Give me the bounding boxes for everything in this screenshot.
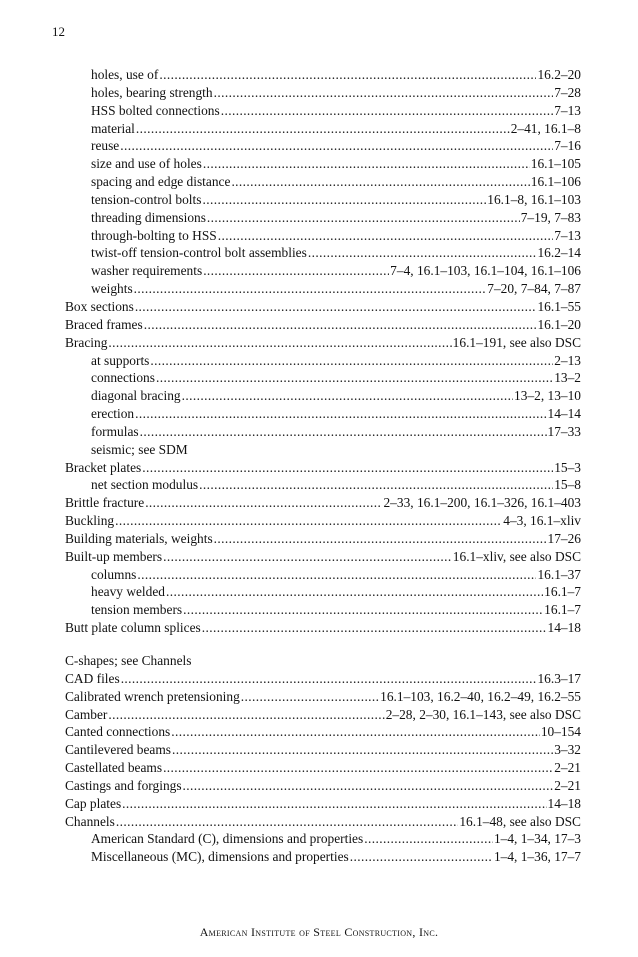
page-reference: 16.1–105 xyxy=(530,156,581,172)
index-term: seismic; see SDM xyxy=(91,441,188,457)
dot-leader xyxy=(364,830,493,848)
index-term: washer requirements xyxy=(91,263,203,279)
index-subentry xyxy=(65,244,581,262)
publisher-name: American Institute of Steel Construction, Inc. xyxy=(199,925,439,939)
page-reference: 14–14 xyxy=(547,406,581,422)
dot-leader xyxy=(163,759,553,777)
dot-leader xyxy=(221,102,554,120)
page-reference: 7–13 xyxy=(554,102,581,118)
index-term: Cap plates xyxy=(65,795,122,811)
page-reference: 15–3 xyxy=(554,459,581,475)
page-reference: 4–3, 16.1–xliv xyxy=(503,513,581,529)
index-subentry xyxy=(65,137,581,155)
index-entry xyxy=(65,777,581,795)
index-term: heavy welded xyxy=(91,584,165,600)
index-term: holes, bearing strength xyxy=(91,84,213,100)
index-term: diagonal bracing xyxy=(91,388,181,404)
dot-leader xyxy=(183,601,543,619)
dot-leader xyxy=(135,298,537,316)
index-term: erection xyxy=(91,406,135,422)
dot-leader xyxy=(108,706,384,724)
page-reference: 13–2 xyxy=(554,370,581,386)
dot-leader xyxy=(140,423,547,441)
dot-leader xyxy=(241,688,379,706)
dot-leader xyxy=(156,369,553,387)
dot-leader xyxy=(218,227,553,245)
dot-leader xyxy=(144,316,537,334)
index-subentry xyxy=(65,566,581,584)
page-reference: 2–33, 16.1–200, 16.1–326, 16.1–403 xyxy=(383,495,581,511)
dot-leader xyxy=(150,352,553,370)
index-subentry xyxy=(65,352,581,370)
page-reference: 16.1–103, 16.2–40, 16.2–49, 16.2–55 xyxy=(380,688,581,704)
index-term: Miscellaneous (MC), dimensions and properties xyxy=(91,849,349,865)
dot-leader xyxy=(214,530,547,548)
index-entry xyxy=(65,459,581,477)
dot-leader xyxy=(136,120,510,138)
index-term: American Standard (C), dimensions and properties xyxy=(91,831,364,847)
index-term: reuse xyxy=(91,138,120,154)
page-reference: 7–4, 16.1–103, 16.1–104, 16.1–106 xyxy=(390,263,581,279)
index-entry xyxy=(65,759,581,777)
page-reference: 16.1–8, 16.1–103 xyxy=(487,191,581,207)
dot-leader xyxy=(183,777,554,795)
index-subentry xyxy=(65,848,581,866)
index-entry xyxy=(65,316,581,334)
index-subentry xyxy=(65,66,581,84)
page-reference: 17–33 xyxy=(547,423,581,439)
dot-leader xyxy=(135,405,546,423)
index-term: Camber xyxy=(65,706,108,722)
dot-leader xyxy=(116,813,459,831)
page-reference: 17–26 xyxy=(547,530,581,546)
dot-leader xyxy=(199,476,553,494)
page-reference: 2–41, 16.1–8 xyxy=(510,120,581,136)
index-term: spacing and edge distance xyxy=(91,174,231,190)
index-term: Cantilevered beams xyxy=(65,742,171,758)
dot-leader xyxy=(142,459,553,477)
dot-leader xyxy=(121,670,537,688)
index-term: connections xyxy=(91,370,155,386)
page-reference: 1–4, 1–34, 17–3 xyxy=(493,831,581,847)
dot-leader xyxy=(171,723,540,741)
dot-leader xyxy=(145,494,382,512)
page-reference: 16.2–14 xyxy=(537,245,581,261)
index-term: Brittle fracture xyxy=(65,495,145,511)
index-entry xyxy=(65,670,581,688)
index-entry xyxy=(65,723,581,741)
page-number: 12 xyxy=(52,24,65,39)
dot-leader xyxy=(202,191,486,209)
page-reference: 7–20, 7–84, 7–87 xyxy=(487,281,581,297)
index-entry xyxy=(65,813,581,831)
page-reference: 16.3–17 xyxy=(537,670,581,686)
page-reference: 10–154 xyxy=(540,724,581,740)
index-subentry xyxy=(65,120,581,138)
index-term: C-shapes; see Channels xyxy=(65,653,192,668)
index-term: at supports xyxy=(91,352,150,368)
page-reference: 16.1–55 xyxy=(537,298,581,314)
dot-leader xyxy=(202,619,547,637)
index-entry xyxy=(65,706,581,724)
index-term: columns xyxy=(91,566,137,582)
index-subentry xyxy=(65,173,581,191)
index-subentry xyxy=(65,280,581,298)
index-term: tension members xyxy=(91,602,183,618)
index-term: Braced frames xyxy=(65,316,143,332)
dot-leader xyxy=(350,848,493,866)
index-subentry xyxy=(65,423,581,441)
dot-leader xyxy=(207,209,520,227)
dot-leader xyxy=(203,262,389,280)
index-term: threading dimensions xyxy=(91,209,206,225)
index-term: through-bolting to HSS xyxy=(91,227,217,243)
page-reference: 16.1–20 xyxy=(537,316,581,332)
page-footer xyxy=(0,925,638,940)
page-reference: 16.1–xliv, see also DSC xyxy=(452,548,581,564)
index-term: Building materials, weights xyxy=(65,530,213,546)
index-subentry xyxy=(65,583,581,601)
dot-leader xyxy=(231,173,529,191)
index-subentry xyxy=(65,369,581,387)
index-subentry xyxy=(65,441,581,459)
dot-leader xyxy=(163,548,452,566)
page-reference: 7–16 xyxy=(554,138,581,154)
index-subentry xyxy=(65,209,581,227)
index-subentry xyxy=(65,601,581,619)
index-entry xyxy=(65,548,581,566)
index-subentry xyxy=(65,155,581,173)
index-subentry xyxy=(65,84,581,102)
page-reference: 16.2–20 xyxy=(537,67,581,82)
index-term: Built-up members xyxy=(65,548,163,564)
index-term: holes, use of xyxy=(91,67,159,82)
index-subentry xyxy=(65,387,581,405)
index-subentry xyxy=(65,476,581,494)
index-term: CAD files xyxy=(65,670,120,686)
page-reference: 1–4, 1–36, 17–7 xyxy=(493,849,581,865)
dot-leader xyxy=(137,566,536,584)
dot-leader xyxy=(134,280,487,298)
index-entry xyxy=(65,619,581,637)
index-entry xyxy=(65,688,581,706)
index-term: size and use of holes xyxy=(91,156,202,172)
page-reference: 14–18 xyxy=(547,620,581,636)
index-term: tension-control bolts xyxy=(91,191,202,207)
page-reference: 15–8 xyxy=(554,477,581,493)
dot-leader xyxy=(122,795,546,813)
index-entry xyxy=(65,298,581,316)
index-subentry xyxy=(65,102,581,120)
index-term: weights xyxy=(91,281,133,297)
index-subentry xyxy=(65,262,581,280)
dot-leader xyxy=(203,155,530,173)
page-reference: 7–13 xyxy=(554,227,581,243)
index-subentry xyxy=(65,830,581,848)
index-term: twist-off tension-control bolt assemblies xyxy=(91,245,307,261)
page-reference: 14–18 xyxy=(547,795,581,811)
dot-leader xyxy=(108,334,451,352)
index-term: Box sections xyxy=(65,298,134,314)
dot-leader xyxy=(166,583,543,601)
index-subentry xyxy=(65,405,581,423)
index-term: net section modulus xyxy=(91,477,199,493)
index-entry xyxy=(65,512,581,530)
dot-leader xyxy=(115,512,502,530)
index-entry xyxy=(65,741,581,759)
index-entry xyxy=(65,494,581,512)
index-term: Calibrated wrench pretensioning xyxy=(65,688,240,704)
page-reference: 7–19, 7–83 xyxy=(520,209,581,225)
page-reference: 2–28, 2–30, 16.1–143, see also DSC xyxy=(385,706,581,722)
page-reference: 16.1–48, see also DSC xyxy=(459,813,581,829)
page-reference: 2–21 xyxy=(554,777,581,793)
dot-leader xyxy=(120,137,553,155)
dot-leader xyxy=(182,387,513,405)
index-entry xyxy=(65,334,581,352)
page-reference: 13–2, 13–10 xyxy=(514,388,581,404)
index-entry xyxy=(65,652,581,670)
index-entry xyxy=(65,795,581,813)
index-term: Bracket plates xyxy=(65,459,142,475)
index-list xyxy=(65,66,581,866)
index-term: Bracing xyxy=(65,334,108,350)
index-term: Castellated beams xyxy=(65,760,163,776)
page-reference: 3–32 xyxy=(554,742,581,758)
index-term: formulas xyxy=(91,423,139,439)
index-term: Butt plate column splices xyxy=(65,620,201,636)
page-reference: 2–21 xyxy=(554,760,581,776)
index-term: material xyxy=(91,120,135,136)
dot-leader xyxy=(308,244,537,262)
dot-leader xyxy=(159,66,536,84)
index-term: Canted connections xyxy=(65,724,171,740)
index-term: Buckling xyxy=(65,513,115,529)
dot-leader xyxy=(172,741,553,759)
page-reference: 16.1–7 xyxy=(544,584,581,600)
index-subentry xyxy=(65,227,581,245)
page-reference: 16.1–7 xyxy=(544,602,581,618)
page-reference: 16.1–191, see also DSC xyxy=(452,334,581,350)
index-term: HSS bolted connections xyxy=(91,102,220,118)
page-reference: 2–13 xyxy=(554,352,581,368)
page-reference: 7–28 xyxy=(554,84,581,100)
index-entry xyxy=(65,530,581,548)
index-term: Channels xyxy=(65,813,115,829)
page-reference: 16.1–106 xyxy=(530,174,581,190)
dot-leader xyxy=(214,84,554,102)
page-reference: 16.1–37 xyxy=(537,566,581,582)
index-term: Castings and forgings xyxy=(65,777,182,793)
index-subentry xyxy=(65,191,581,209)
